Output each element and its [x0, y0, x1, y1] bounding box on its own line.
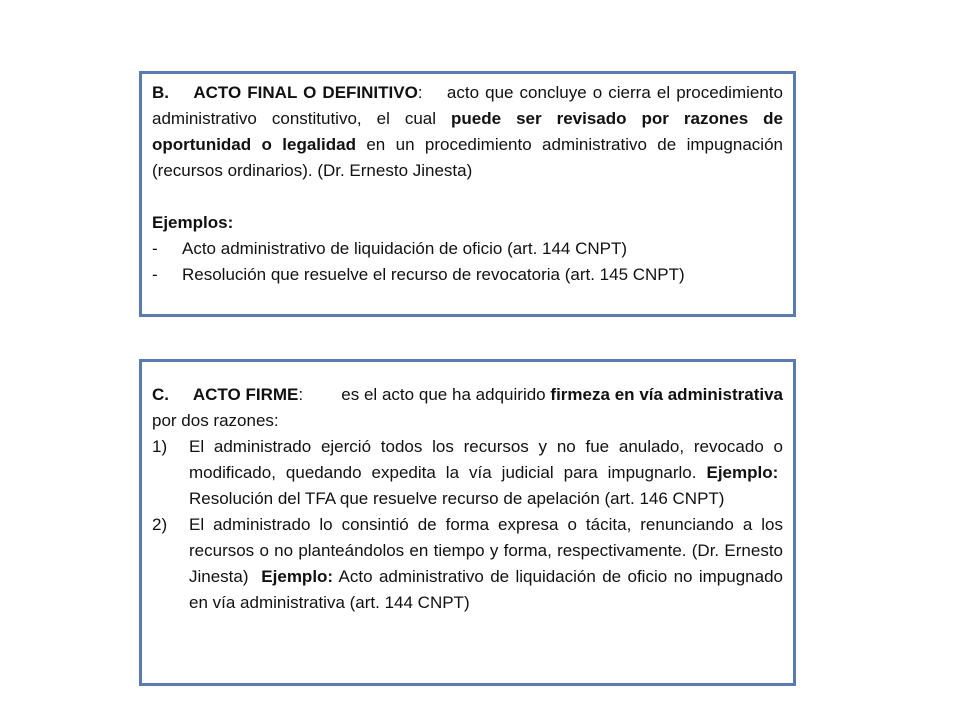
acto-firme-colon: :: [298, 385, 304, 404]
reason-number: 1): [152, 437, 168, 456]
acto-firme-letter: C.: [152, 385, 169, 404]
acto-firme-title: ACTO FIRME: [192, 385, 299, 404]
acto-final-letter: B.: [152, 83, 169, 102]
example-item: [152, 236, 783, 262]
acto-final-colon: :: [417, 83, 423, 102]
reason-number: 2): [152, 515, 168, 534]
acto-final-bold-phrase: puede ser revisado por razones de oportunidad o legalidad: [152, 109, 783, 154]
reason-item: [152, 434, 783, 512]
example-text: Resolución que resuelve el recurso de revocatoria (art. 145 CNPT): [182, 265, 685, 284]
acto-final-paragraph: [152, 80, 783, 184]
reason-text: El administrado ejerció todos los recursos y no fue anulado, revocado o modificado, quedando expedita la vía judicial para impugnarlo. Ejemplo: Resolución del TFA que resuelve recurso de apelación (art. 146 CNPT): [189, 437, 783, 508]
example-item: [152, 262, 783, 288]
dash-bullet: -: [152, 265, 158, 284]
acto-final-box: [139, 71, 796, 317]
acto-final-text-1: acto que concluye o cierra el procedimiento administrativo constitutivo, el cual: [152, 83, 783, 128]
reason-text: El administrado lo consintió de forma expresa o tácita, renunciando a los recursos o no planteándolos en tiempo y forma, respectivamente. (Dr. Ernesto Jinesta) Ejemplo: Acto administrativo de liquidación de oficio no impugnado en vía administrativa (art. 144 CNPT): [189, 515, 783, 612]
acto-firme-text-1: es el acto que ha adquirido: [341, 385, 546, 404]
acto-final-title: ACTO FINAL O DEFINITIVO: [193, 83, 418, 102]
acto-firme-bold-phrase: firmeza en vía administrativa: [550, 385, 783, 404]
example-label: Ejemplo:: [261, 567, 334, 586]
examples-label: Ejemplos:: [152, 213, 234, 232]
example-text: Acto administrativo de liquidación de oficio (art. 144 CNPT): [182, 239, 628, 258]
acto-firme-box: [139, 359, 796, 686]
acto-firme-paragraph: [152, 382, 783, 434]
example-label: Ejemplo:: [706, 463, 779, 482]
acto-final-text-2: en un procedimiento administrativo de impugnación (recursos ordinarios). (Dr. Ernesto Jinesta): [152, 135, 783, 180]
dash-bullet: -: [152, 239, 158, 258]
reason-item: [152, 512, 783, 616]
acto-firme-text-2: por dos razones:: [152, 411, 279, 430]
